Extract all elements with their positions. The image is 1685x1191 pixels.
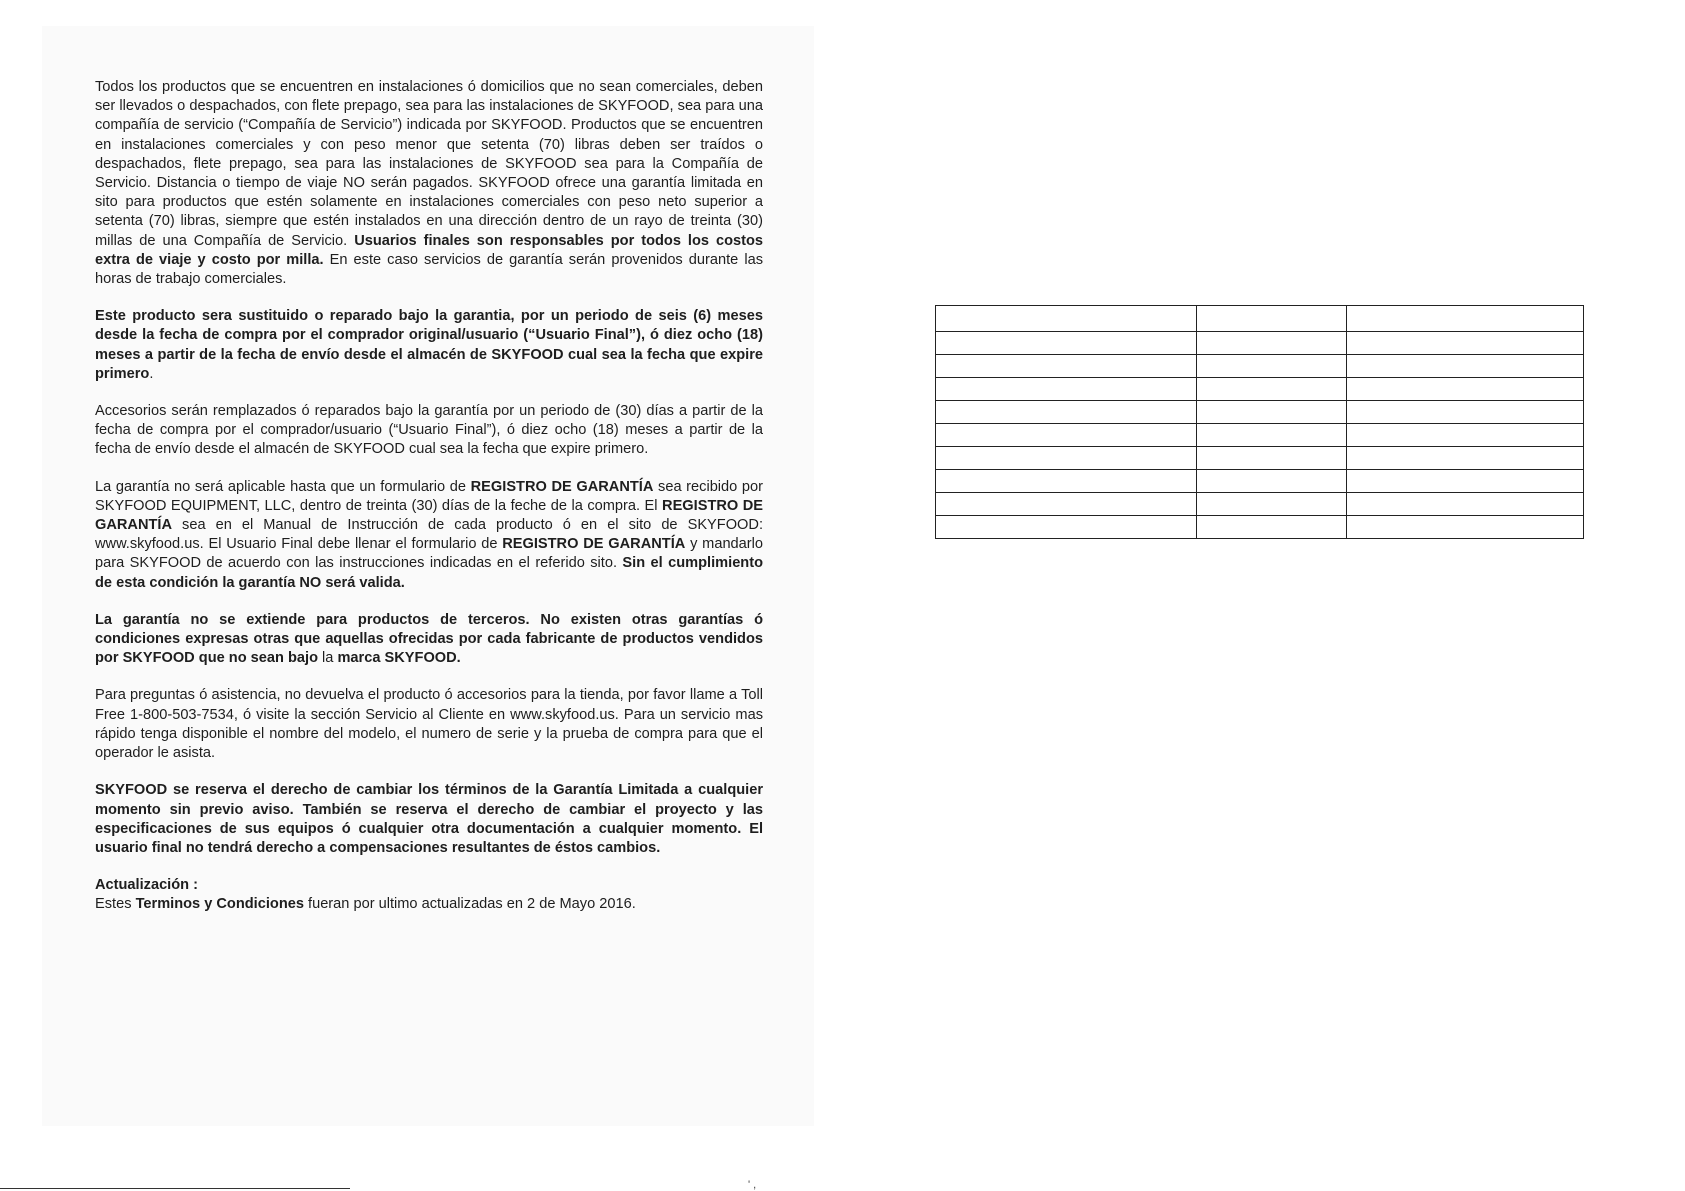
paragraph [95,611,763,669]
paragraph [95,686,763,763]
table-row [936,306,1584,332]
blank-record-table [935,305,1584,539]
table-row [936,493,1584,516]
table-cell [1197,447,1347,470]
text-run: Todos los productos que se encuentren en instalaciones ó domicilios que no sean comerciales, deben ser llevados o despachados, con flete prepago, sea para las instalaciones de SKYFOOD, sea para una compañía de servicio (“Compañía de Servicio”) indicada por SKYFOOD. Productos que se encuentren en instalaciones comerciales y con peso menor que setenta (70) libras deben ser traídos o despachados, flete prepago, sea para las instalaciones de SKYFOOD sea para la Compañía de Servicio. Distancia o tiempo de viaje NO serán pagados. SKYFOOD ofrece una garantía limitada en sito para productos que estén solamente en instalaciones comerciales con peso neto superior a setenta (70) libras, siempre que estén instalados en una dirección dentro de un rayo de treinta (30) millas de una Compañía de Servicio. [95,79,763,249]
table-cell [1197,516,1347,539]
table-cell [1347,401,1584,424]
table-row [936,355,1584,378]
table-cell [1347,355,1584,378]
paragraph [95,781,763,858]
table-row [936,424,1584,447]
table-cell [1197,306,1347,332]
bold-text-run: La garantía no se extiende para productos de terceros. No existen otras garantías ó condiciones expresas otras que aquellas ofrecidas por cada fabricante de productos vendidos por SKYFOOD que no sean bajo [95,611,763,667]
table-cell [1197,378,1347,401]
table-cell [936,332,1197,355]
text-run: Accesorios serán remplazados ó reparados bajo la garantía por un periodo de (30) días a partir de la fecha de compra por el comprador/usuario (“Usuario Final”), ó diez ocho (18) meses a partir de la fecha de envío desde el almacén de SKYFOOD cual sea la fecha que expire primero. [95,403,763,458]
table-cell [936,355,1197,378]
table-cell [936,401,1197,424]
table-cell [1347,306,1584,332]
paragraph [95,895,763,914]
bold-text-run: REGISTRO DE GARANTÍA [95,497,764,534]
table-cell [1347,470,1584,493]
table-cell [1347,378,1584,401]
table-row [936,401,1584,424]
table-row [936,447,1584,470]
table-cell [1197,401,1347,424]
bold-text-run: SKYFOOD se reserva el derecho de cambiar los términos de la Garantía Limitada a cualquier momento sin previo aviso. También se reserva el derecho de cambiar el proyecto y las especificaciones de sus equipos ó cualquier otra documentación a cualquier momento. El usuario final no tendrá derecho a compensaciones resultantes de éstos cambios. [95,782,763,856]
table-cell [1347,493,1584,516]
bold-text-run: Sin el cumplimiento de esta condición la garantía NO será valida. [95,555,763,591]
text-run: la [322,650,334,667]
bold-text-run: Usuarios finales son responsables por todos los costos extra de viaje y costo por milla. [95,232,763,268]
table-row [936,332,1584,355]
table-cell [936,447,1197,470]
text-run: La garantía no será aplicable hasta que un formulario de [95,478,471,495]
table-cell [1347,424,1584,447]
table-cell [1347,332,1584,355]
bold-text-run: Actualización : [95,877,198,894]
text-run: Estes [95,896,136,913]
table-cell [1347,516,1584,539]
bold-text-run: REGISTRO DE GARANTÍA [502,536,686,553]
text-run: fueran por ultimo actualizadas en 2 de Mayo 2016. [303,896,636,913]
paragraph [95,876,763,895]
table-cell [936,493,1197,516]
paragraph [95,78,763,289]
text-run: . [149,365,154,382]
table-cell [936,516,1197,539]
table-cell [936,424,1197,447]
table-cell [1197,493,1347,516]
text-run: y mandarlo para SKYFOOD de acuerdo con las instrucciones indicadas en el referido sito. [95,536,764,572]
text-run: sea en el Manual de Instrucción de cada producto ó en el sito de SKYFOOD: www.skyfood.us. El Usuario Final debe llenar el formulario de [95,517,763,553]
text-run: En este caso servicios de garantía serán provenidos durante las horas de trabajo comerciales. [95,251,763,288]
table-cell [936,378,1197,401]
table-row [936,378,1584,401]
bold-text-run: marca SKYFOOD. [333,650,461,667]
table-row [936,470,1584,493]
text-run: Para preguntas ó asistencia, no devuelva el producto ó accesorios para la tienda, por favor llame a Toll Free 1-800-503-7534, ó visite la sección Servicio al Cliente en www.skyfood.us. Para un servicio mas rápido tenga disponible el nombre del modelo, el numero de serie y la prueba de compra para que el operador le asista. [95,687,763,762]
table-row [936,516,1584,539]
paragraph [95,478,763,593]
table-cell [1197,332,1347,355]
table-cell [936,470,1197,493]
warranty-terms-text [95,78,763,933]
paragraph [95,307,763,384]
table-cell [1197,470,1347,493]
page-marks: ' , [748,1179,757,1191]
table-cell [1197,355,1347,378]
footer-rule [0,1188,350,1189]
bold-text-run: Terminos y Condiciones [135,896,304,913]
text-run: sea recibido por SKYFOOD EQUIPMENT, LLC, dentro de treinta (30) días de la feche de la compra. El [95,478,764,514]
table-cell [936,306,1197,332]
bold-text-run: REGISTRO DE GARANTÍA [470,478,654,495]
table-cell [1197,424,1347,447]
bold-text-run: Este producto sera sustituido o reparado bajo la garantia, por un periodo de seis (6) meses desde la fecha de compra por el comprador original/usuario (“Usuario Final”), ó diez ocho (18) meses a partir de la fecha de envío desde el almacén de SKYFOOD cual sea la fecha que expire primero [95,308,763,382]
table-cell [1347,447,1584,470]
paragraph [95,402,763,460]
